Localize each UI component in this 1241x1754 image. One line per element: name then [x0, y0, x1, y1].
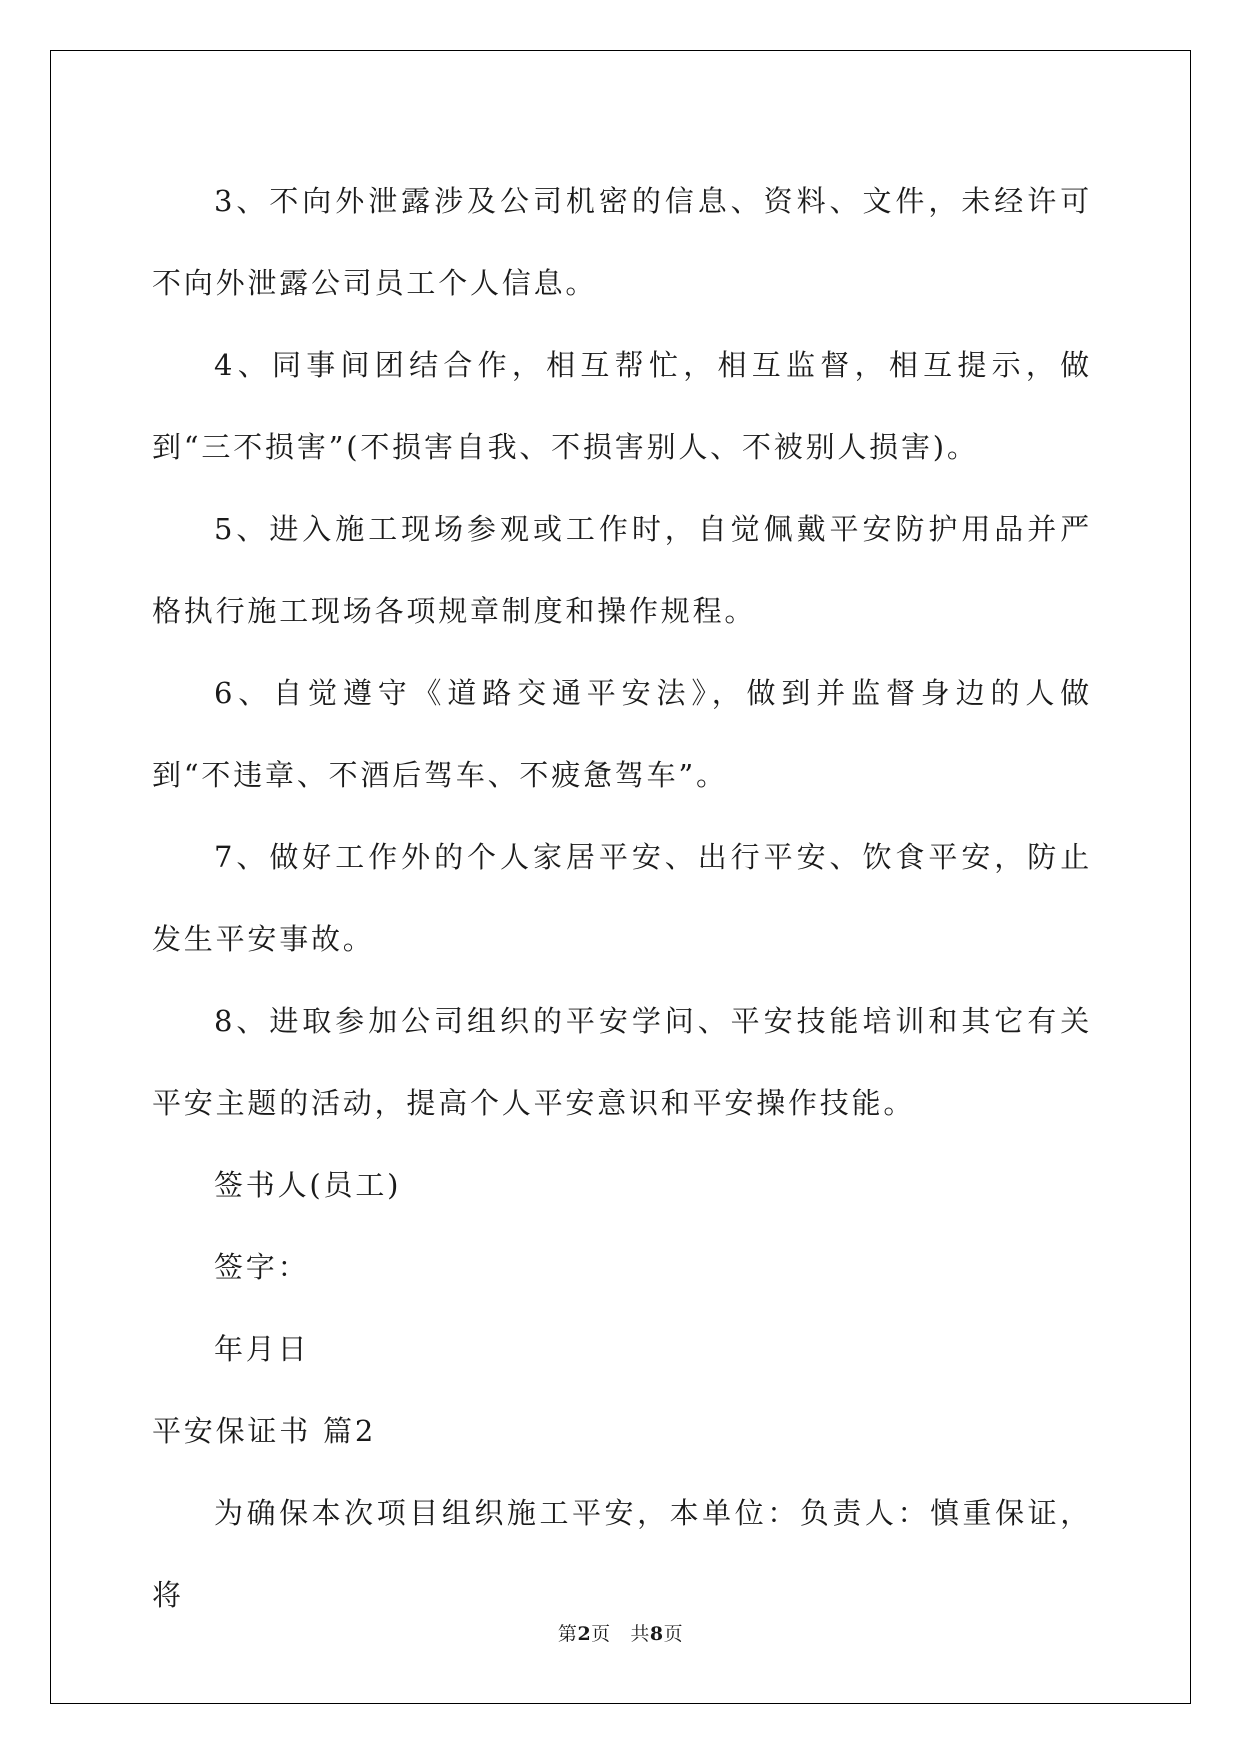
- intro-paragraph: 为确保本次项目组织施工平安，本单位：负责人：慎重保证，将: [152, 1496, 1092, 1612]
- paragraph-item-5: 5、进入施工现场参观或工作时，自觉佩戴平安防护用品并严格执行施工现场各项规章制度和操作规程。: [152, 512, 1092, 628]
- paragraph-item-7: 7、做好工作外的个人家居平安、出行平安、饮食平安，防止发生平安事故。: [152, 840, 1092, 956]
- paragraph-item-3: 3、不向外泄露涉及公司机密的信息、资料、文件，未经许可不向外泄露公司员工个人信息。: [152, 184, 1092, 300]
- signer-label: 签书人(员工): [214, 1168, 402, 1202]
- paragraph-item-6: 6、自觉遵守《道路交通平安法》，做到并监督身边的人做到“不违章、不酒后驾车、不疲惫驾车”。: [152, 676, 1092, 792]
- footer-page-number: 2: [577, 1623, 592, 1645]
- paragraph-item-4: 4、同事间团结合作，相互帮忙，相互监督，相互提示，做到“三不损害”(不损害自我、不损害别人、不被别人损害)。: [152, 348, 1092, 464]
- footer-total-prefix: 共: [630, 1623, 650, 1645]
- page-footer: [0, 1619, 1241, 1646]
- footer-total-suffix: 页: [663, 1623, 684, 1645]
- paragraph-item-8: 8、进取参加公司组织的平安学问、平安技能培训和其它有关平安主题的活动，提高个人平安意识和平安操作技能。: [152, 1004, 1092, 1120]
- footer-total-pages: 8: [649, 1623, 664, 1645]
- section-title: 平安保证书 篇2: [152, 1414, 377, 1448]
- date-label: 年月日: [214, 1332, 310, 1366]
- document-body: [152, 160, 1092, 1636]
- footer-page-prefix: 第: [557, 1623, 578, 1645]
- footer-page-suffix: 页: [591, 1623, 611, 1645]
- signature-label: 签字：: [214, 1250, 310, 1284]
